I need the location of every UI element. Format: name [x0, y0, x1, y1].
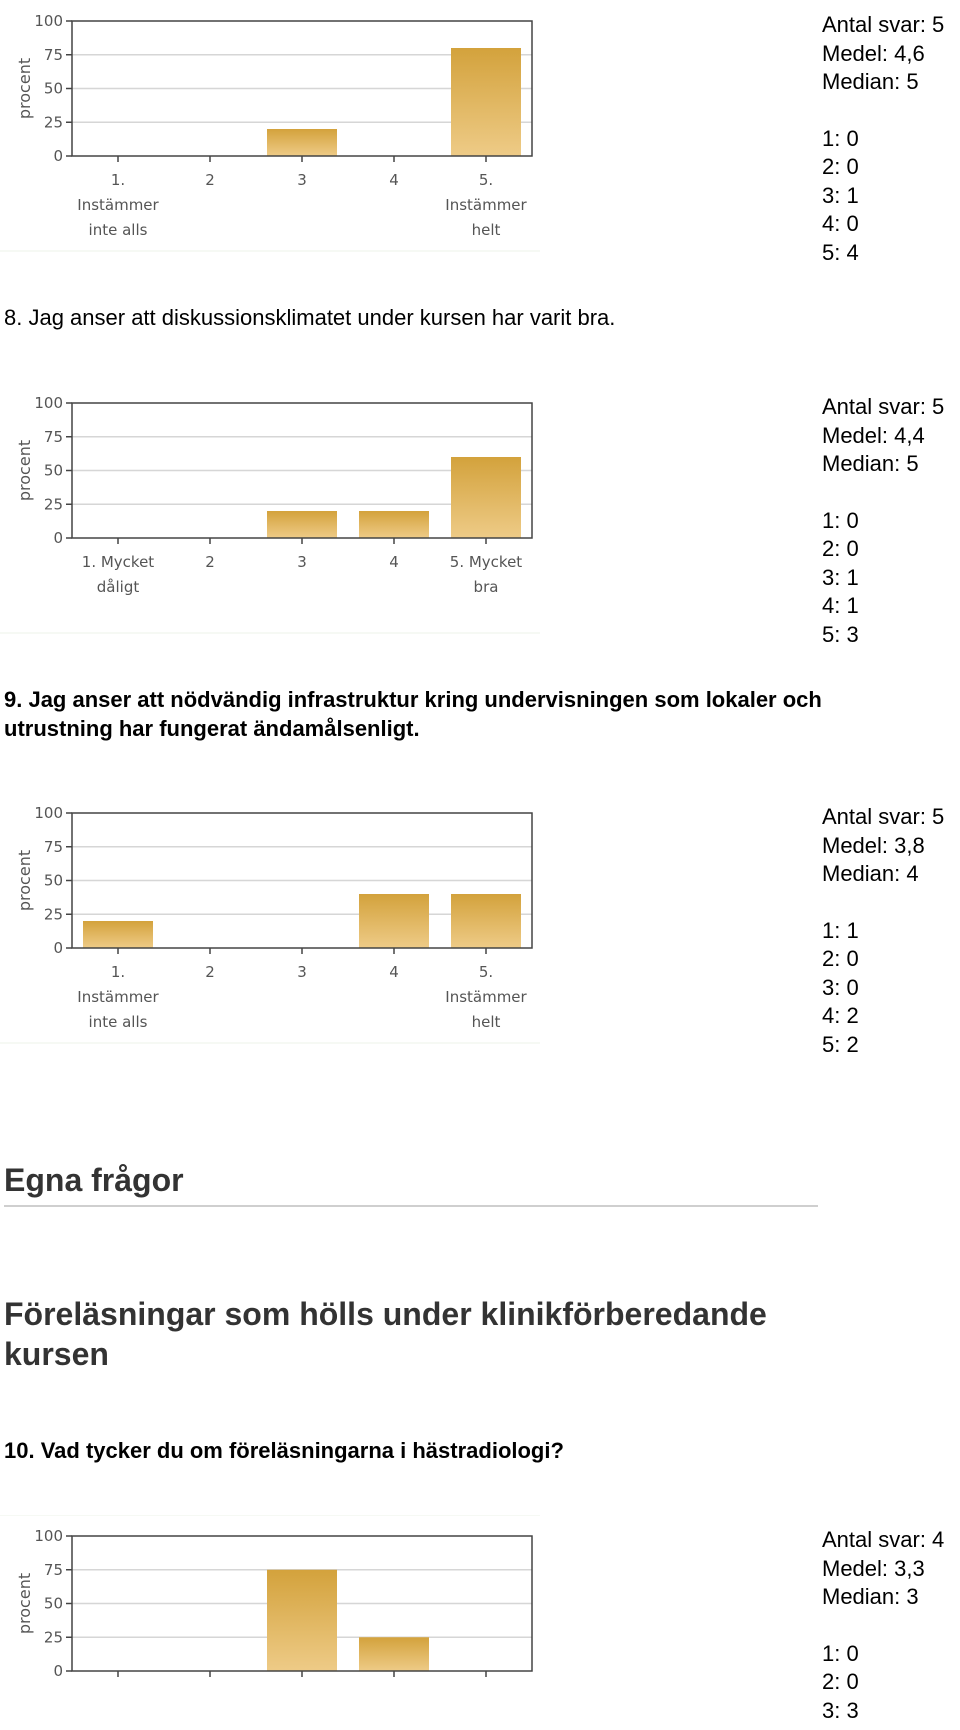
y-axis-label: procent [15, 57, 34, 120]
y-tick-label: 0 [53, 529, 63, 547]
stats-panel-2 [822, 393, 944, 649]
median: Median: 4 [822, 861, 919, 886]
question-8: 8. Jag anser att diskussionsklimatet under kursen har varit bra. [4, 305, 616, 330]
x-tick-label: inte alls [88, 1013, 148, 1031]
y-tick-label: 0 [53, 939, 63, 957]
x-tick-label: 5. Mycket [449, 553, 523, 571]
antal-svar: Antal svar: 5 [822, 394, 945, 419]
x-tick-label: 3 [297, 171, 307, 189]
count-3: 3: 3 [822, 1697, 859, 1723]
bar-chart-4 [0, 1515, 545, 1730]
x-tick-label: 4 [389, 553, 399, 571]
count-2: 2: 0 [822, 154, 859, 179]
x-tick-label: 3 [297, 553, 307, 571]
x-tick-label: 2 [205, 553, 215, 571]
bar [359, 894, 429, 948]
x-tick-label: Instämmer [77, 196, 159, 214]
bar-chart-2 [0, 382, 545, 644]
x-tick-label: 2 [205, 171, 215, 189]
count-4: 4: 0 [822, 211, 859, 236]
bar [359, 1637, 429, 1671]
x-tick-label: 5. [478, 171, 494, 189]
y-tick-label: 50 [43, 871, 63, 890]
count-2: 2: 0 [822, 1669, 859, 1694]
medel: Medel: 3,8 [822, 832, 925, 858]
antal-svar: Antal svar: 5 [822, 804, 945, 829]
median: Median: 3 [822, 1584, 919, 1609]
section-title-egna-fragor: Egna frågor [4, 1162, 184, 1198]
count-2: 2: 0 [822, 946, 859, 971]
count-3: 3: 0 [822, 974, 859, 1000]
x-tick-label: 4 [389, 963, 399, 981]
count-5: 5: 3 [822, 621, 859, 647]
y-tick-label: 100 [34, 1527, 63, 1545]
bar [451, 894, 521, 948]
medel: Medel: 4,6 [822, 40, 925, 66]
y-tick-label: 50 [43, 461, 63, 480]
y-tick-label: 100 [34, 394, 63, 412]
stats-panel-1 [822, 11, 944, 267]
x-tick-label: 4 [389, 171, 399, 189]
section-divider [4, 1205, 818, 1207]
bar [267, 129, 337, 156]
x-tick-label: helt [471, 221, 501, 239]
antal-svar: Antal svar: 4 [822, 1527, 945, 1552]
x-tick-label: inte alls [88, 221, 148, 239]
bar [267, 1570, 337, 1671]
stats-panel-4 [822, 1526, 944, 1725]
x-tick-label: Instämmer [445, 988, 527, 1006]
x-tick-label: 1. [110, 963, 126, 981]
count-5: 5: 2 [822, 1031, 859, 1057]
y-tick-label: 0 [53, 1662, 63, 1680]
y-tick-label: 25 [43, 905, 63, 924]
question-10: 10. Vad tycker du om föreläsningarna i hästradiologi? [4, 1438, 564, 1463]
chart-1 [0, 0, 545, 262]
y-tick-label: 50 [43, 1594, 63, 1613]
y-axis-label: procent [15, 1572, 34, 1635]
count-4: 4: 2 [822, 1003, 859, 1028]
y-tick-label: 75 [43, 45, 63, 64]
count-2: 2: 0 [822, 536, 859, 561]
chart-3 [0, 792, 545, 1054]
chart-2 [0, 382, 545, 644]
subsection-title-forelasningar: Föreläsningar som hölls under klinikförberedande kursen [4, 1296, 767, 1372]
y-tick-label: 25 [43, 495, 63, 514]
x-tick-label: 3 [297, 963, 307, 981]
count-5: 5: 4 [822, 239, 859, 265]
count-1: 1: 0 [822, 1640, 859, 1666]
count-3: 3: 1 [822, 182, 859, 208]
count-3: 3: 1 [822, 564, 859, 590]
y-tick-label: 25 [43, 113, 63, 132]
y-axis-label: procent [15, 849, 34, 912]
median: Median: 5 [822, 451, 919, 476]
bar [267, 511, 337, 538]
count-1: 1: 1 [822, 917, 859, 943]
x-tick-label: Instämmer [445, 196, 527, 214]
bar [359, 511, 429, 538]
x-tick-label: 1. [110, 171, 126, 189]
x-tick-label: Instämmer [77, 988, 159, 1006]
y-axis-label: procent [15, 439, 34, 502]
x-tick-label: 2 [205, 963, 215, 981]
y-tick-label: 25 [43, 1628, 63, 1647]
medel: Medel: 4,4 [822, 422, 925, 448]
x-tick-label: dåligt [96, 578, 140, 596]
y-tick-label: 50 [43, 79, 63, 98]
y-tick-label: 100 [34, 804, 63, 822]
bar [451, 48, 521, 156]
y-tick-label: 0 [53, 147, 63, 165]
y-tick-label: 75 [43, 427, 63, 446]
chart-4 [0, 1515, 545, 1730]
median: Median: 5 [822, 69, 919, 94]
y-tick-label: 75 [43, 837, 63, 856]
x-tick-label: 1. Mycket [81, 553, 155, 571]
y-tick-label: 75 [43, 1560, 63, 1579]
count-4: 4: 1 [822, 593, 859, 618]
bar [83, 921, 153, 948]
bar-chart-3 [0, 792, 545, 1054]
x-tick-label: 5. [478, 963, 494, 981]
x-tick-label: helt [471, 1013, 501, 1031]
bar [451, 457, 521, 538]
count-1: 1: 0 [822, 125, 859, 151]
medel: Medel: 3,3 [822, 1555, 925, 1581]
bar-chart-1 [0, 0, 545, 262]
antal-svar: Antal svar: 5 [822, 12, 945, 37]
y-tick-label: 100 [34, 12, 63, 30]
count-1: 1: 0 [822, 507, 859, 533]
x-tick-label: bra [473, 578, 499, 596]
stats-panel-3 [822, 803, 944, 1059]
question-9: 9. Jag anser att nödvändig infrastruktur kring undervisningen som lokaler och utrustning har fungerat ändamålsenligt. [4, 687, 822, 741]
